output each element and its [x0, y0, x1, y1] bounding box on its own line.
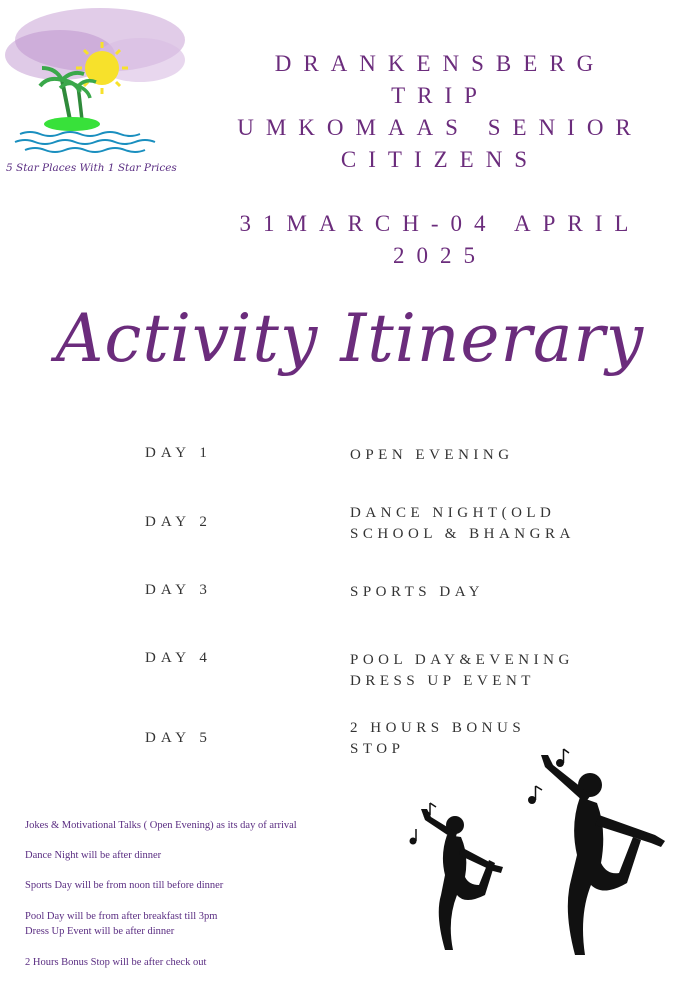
- company-logo: [0, 0, 190, 185]
- day-label: DAY 3: [145, 582, 212, 598]
- event-label: [350, 503, 650, 545]
- trip-title-line: TRIP: [391, 83, 489, 108]
- island-logo-graphic: [0, 0, 190, 165]
- waves-icon: [15, 132, 155, 152]
- dancers-illustration: [395, 745, 685, 965]
- trip-dates: [180, 208, 700, 272]
- event-line: SCHOOL & BHANGRA: [350, 526, 575, 542]
- event-line: 2 HOURS BONUS: [350, 720, 526, 736]
- dancer-silhouette-icon: [541, 755, 665, 955]
- trip-dates-range: 31MARCH-04 APRIL: [239, 211, 641, 236]
- trip-title: [180, 48, 700, 176]
- note-line: Pool Day will be from after breakfast till 3pm: [25, 911, 218, 922]
- trip-title-line: UMKOMAAS SENIOR: [237, 115, 643, 140]
- dancer-silhouette-icon: [421, 809, 503, 950]
- note-line: Jokes & Motivational Talks ( Open Evening) as its day of arrival: [25, 820, 297, 831]
- page-title: Activity Itinerary: [55, 300, 645, 377]
- event-line: STOP: [350, 741, 405, 757]
- event-line: DANCE NIGHT(OLD: [350, 505, 556, 521]
- event-label: [350, 445, 650, 466]
- day-label: DAY 4: [145, 650, 212, 666]
- event-label: [350, 582, 650, 603]
- note-line: 2 Hours Bonus Stop will be after check out: [25, 957, 207, 968]
- day-label: DAY 1: [145, 445, 212, 461]
- note-line: Dance Night will be after dinner: [25, 850, 162, 861]
- logo-tagline: 5 Star Places With 1 Star Prices: [6, 162, 177, 174]
- note-line: Dress Up Event will be after dinner: [25, 926, 175, 937]
- event-line: DRESS UP EVENT: [350, 673, 535, 689]
- note-line: Sports Day will be from noon till before dinner: [25, 880, 224, 891]
- trip-dates-year: 2025: [393, 243, 487, 268]
- event-label: [350, 650, 650, 692]
- day-label: DAY 2: [145, 514, 212, 530]
- day-label: DAY 5: [145, 730, 212, 746]
- event-line: SPORTS DAY: [350, 584, 484, 600]
- trip-title-line: DRANKENSBERG: [274, 51, 606, 76]
- event-line: OPEN EVENING: [350, 447, 514, 463]
- trip-title-line: CITIZENS: [340, 147, 540, 172]
- event-line: POOL DAY&EVENING: [350, 652, 574, 668]
